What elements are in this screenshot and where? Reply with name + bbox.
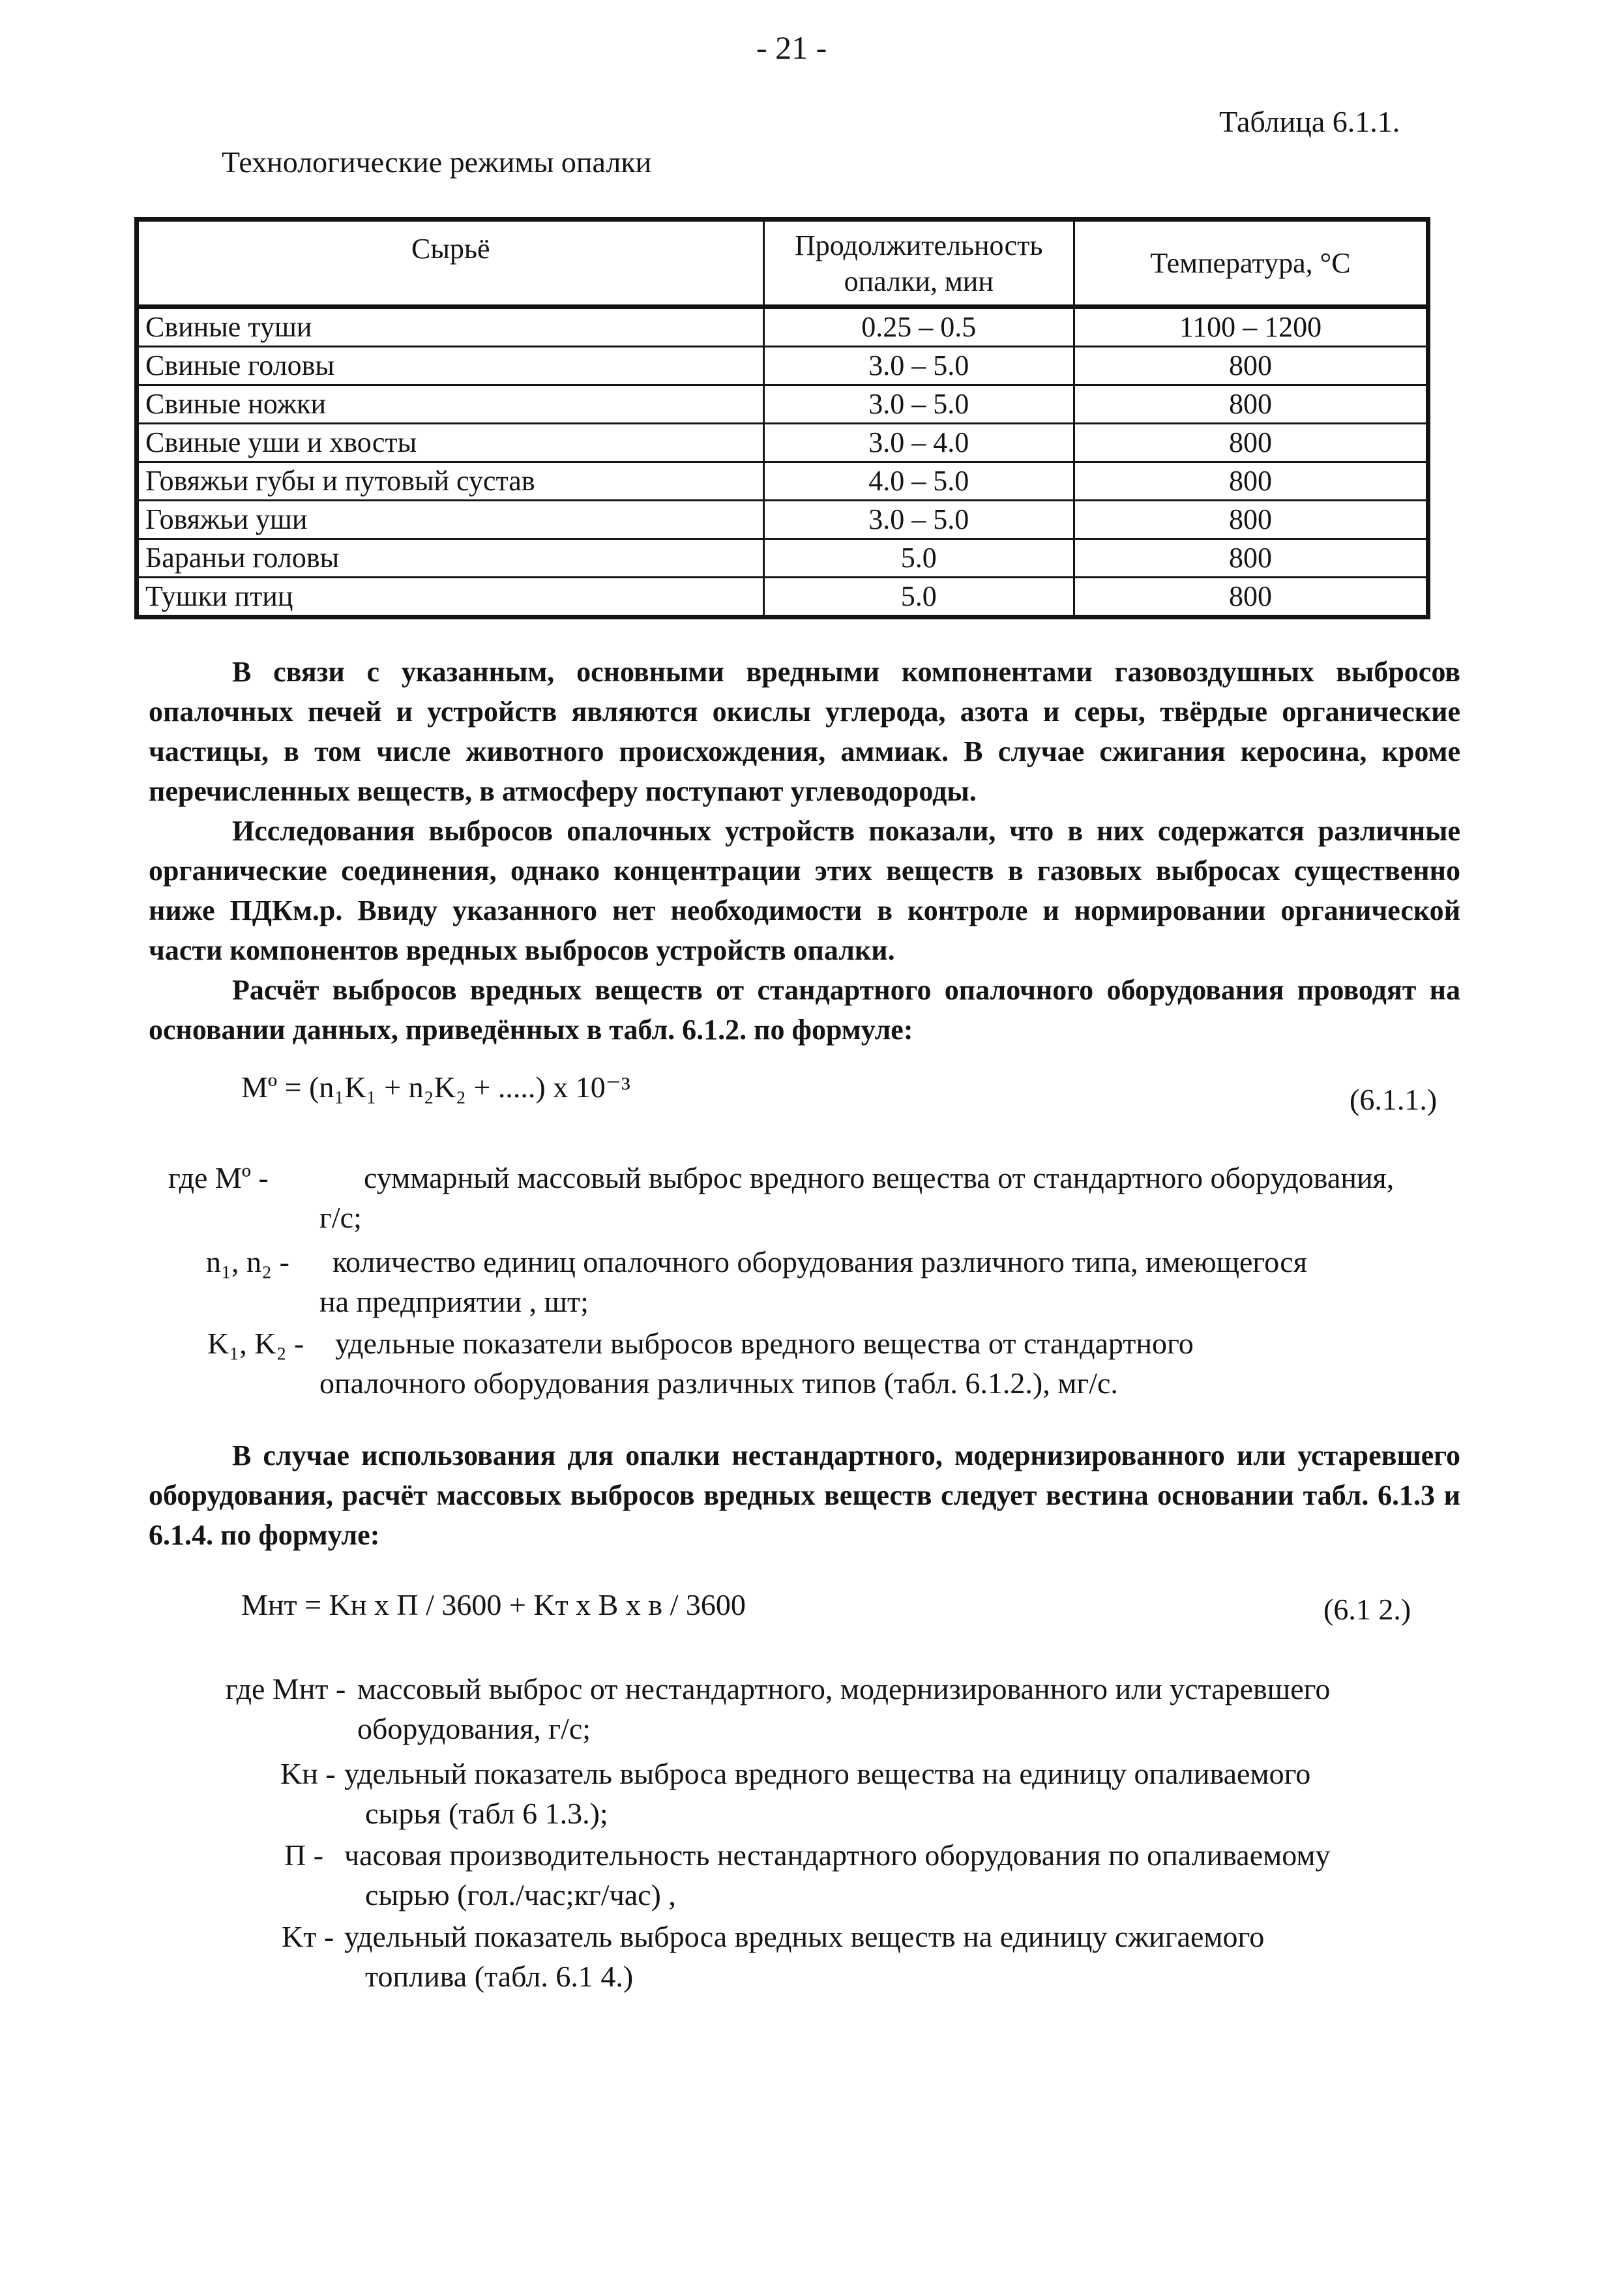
cell-material: Свиные туши xyxy=(137,307,764,347)
table-row xyxy=(137,385,1428,424)
cell-temperature: 800 xyxy=(1074,462,1428,501)
cell-temperature: 800 xyxy=(1074,385,1428,424)
definition-term: Kн - xyxy=(280,1757,336,1790)
cell-material: Бараньи головы xyxy=(137,539,764,578)
definition-term: где Mнт - xyxy=(226,1672,346,1705)
cell-duration: 5.0 xyxy=(763,539,1074,578)
definition-text: часовая производительность нестандартного оборудования по опаливаемому xyxy=(344,1838,1331,1872)
firing-modes-table xyxy=(134,217,1430,619)
header-duration: Продолжительность опалки, мин xyxy=(763,220,1074,307)
cell-material: Говяжьи уши xyxy=(137,501,764,539)
formula-number-6-1-1: (6.1.1.) xyxy=(1350,1083,1438,1116)
cell-duration: 0.25 – 0.5 xyxy=(763,307,1074,347)
cell-temperature: 800 xyxy=(1074,347,1428,385)
header-raw-material: Сырьё xyxy=(137,220,764,307)
cell-material: Свиные уши и хвосты xyxy=(137,424,764,462)
cell-material: Говяжьи губы и путовый сустав xyxy=(137,462,764,501)
definition-text: удельный показатель выброса вредных веществ на единицу сжигаемого xyxy=(344,1920,1265,1953)
cell-duration: 4.0 – 5.0 xyxy=(763,462,1074,501)
definition-continuation: топлива (табл. 6.1 4.) xyxy=(365,1960,634,1993)
definition-text: суммарный массовый выброс вредного вещества от стандартного оборудования, xyxy=(364,1161,1395,1194)
cell-temperature: 800 xyxy=(1074,501,1428,539)
cell-material: Свиные головы xyxy=(137,347,764,385)
cell-temperature: 800 xyxy=(1074,539,1428,578)
body-text-block xyxy=(149,1436,1460,1555)
definition-term: Kт - xyxy=(282,1920,334,1953)
table-header-row xyxy=(137,220,1428,307)
cell-temperature: 1100 – 1200 xyxy=(1074,307,1428,347)
cell-material: Свиные ножки xyxy=(137,385,764,424)
formula-number-6-1-2: (6.1 2.) xyxy=(1323,1593,1411,1626)
formula-6-1-2: Mнт = Kн x П / 3600 + Kт x B x в / 3600 xyxy=(241,1588,746,1621)
definition-term: n₁, n₂ - xyxy=(206,1245,289,1278)
table-row xyxy=(137,501,1428,539)
definition-continuation: сырью (гол./час;кг/час) , xyxy=(365,1878,676,1911)
cell-temperature: 800 xyxy=(1074,424,1428,462)
definition-continuation: на предприятии , шт; xyxy=(319,1285,589,1318)
formula-6-1-1: Mº = (n₁K₁ + n₂K₂ + .....) x 10⁻³ xyxy=(241,1070,630,1104)
definition-continuation: оборудования, г/с; xyxy=(357,1712,591,1745)
definition-text: количество единиц опалочного оборудования различного типа, имеющегося xyxy=(332,1245,1307,1278)
definition-text: удельные показатели выбросов вредного вещества от стандартного xyxy=(335,1327,1194,1360)
table-title: Технологические режимы опалки xyxy=(222,145,652,179)
cell-temperature: 800 xyxy=(1074,578,1428,617)
table-row xyxy=(137,347,1428,385)
cell-duration: 5.0 xyxy=(763,578,1074,617)
cell-duration: 3.0 – 5.0 xyxy=(763,347,1074,385)
cell-duration: 3.0 – 4.0 xyxy=(763,424,1074,462)
table-row xyxy=(137,424,1428,462)
header-temperature: Температура, °С xyxy=(1074,220,1428,307)
paragraph: Расчёт выбросов вредных веществ от стандартного опалочного оборудования проводят на основании данных, приведённых в табл. 6.1.2. по формуле: xyxy=(149,974,1460,1046)
paragraph: В связи с указанным, основными вредными компонентами газовоздушных выбросов опалочных печей и устройств являются окислы углерода, азота и серы, твёрдые органические частицы, в том числе животного происхождения, аммиак. В случае сжигания керосина, кроме перечисленных веществ, в атмосферу поступают углеводороды. xyxy=(149,656,1460,807)
table-row xyxy=(137,539,1428,578)
definition-continuation: сырья (табл 6 1.3.); xyxy=(365,1797,608,1830)
definition-term: где Mº - xyxy=(168,1161,269,1194)
definition-text: массовый выброс от нестандартного, модернизированного или устаревшего xyxy=(357,1672,1331,1705)
definition-term: K₁, K₂ - xyxy=(207,1327,304,1360)
table-label: Таблица 6.1.1. xyxy=(1219,105,1400,138)
paragraph: В случае использования для опалки нестандартного, модернизированного или устаревшего оборудования, расчёт массовых выбросов вредных веществ следует вестина основании табл. 6.1.3 и 6.1.4. по формуле: xyxy=(149,1439,1460,1551)
definition-continuation: г/с; xyxy=(319,1201,362,1234)
cell-material: Тушки птиц xyxy=(137,578,764,617)
table-row xyxy=(137,462,1428,501)
paragraph: Исследования выбросов опалочных устройств показали, что в них содержатся различные органические соединения, однако концентрации этих веществ в газовых выбросах существенно ниже ПДКм.р. Ввиду указанного нет необходимости в контроле и нормировании органической части компонентов вредных выбросов устройств опалки. xyxy=(149,815,1460,966)
definition-continuation: опалочного оборудования различных типов (табл. 6.1.2.), мг/с. xyxy=(319,1366,1118,1400)
body-text-block xyxy=(149,652,1460,1050)
table-row xyxy=(137,578,1428,617)
table-row xyxy=(137,307,1428,347)
definition-term: П - xyxy=(284,1838,324,1872)
definition-text: удельный показатель выброса вредного вещества на единицу опаливаемого xyxy=(344,1757,1311,1790)
cell-duration: 3.0 – 5.0 xyxy=(763,501,1074,539)
cell-duration: 3.0 – 5.0 xyxy=(763,385,1074,424)
page-number: - 21 - xyxy=(756,29,827,66)
